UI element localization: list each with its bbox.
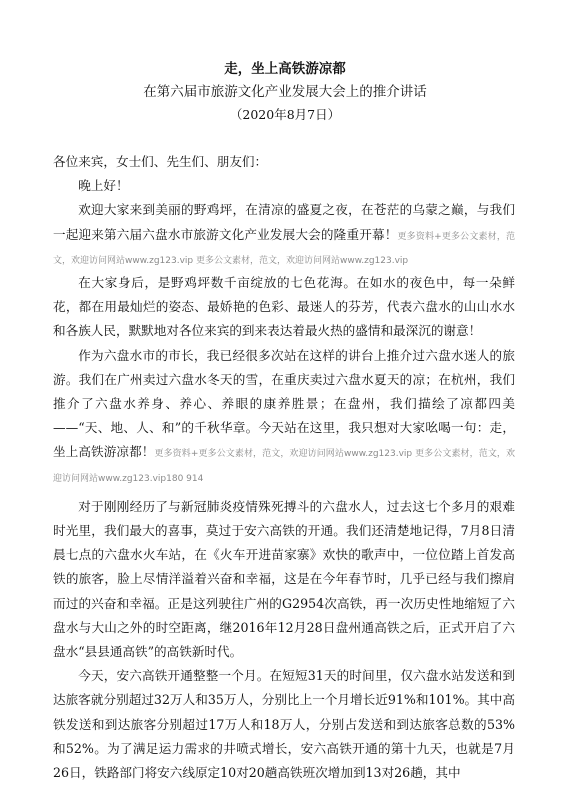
paragraph-promotion bbox=[53, 344, 515, 489]
speech-body bbox=[53, 150, 515, 785]
speech-date: （2020年8月7日） bbox=[229, 107, 341, 122]
watermark-note-2: 更多资料+更多公文素材，范文，欢迎访问网站www.zg123.vip 更多公文素材，范文，欢迎访问网站www.zg123.vip180 914 bbox=[53, 449, 515, 484]
speech-title: 走，坐上高铁游凉都 bbox=[224, 61, 346, 77]
watermark-note-1: 更多资料+更多公文素材，范文，欢迎访问网站www.zg123.vip 更多公文素材，范文，欢迎访问网站www.zg123.vip bbox=[53, 231, 516, 266]
paragraph-high-speed-rail: 对于刚刚经历了与新冠肺炎疫情殊死搏斗的六盘水人，过去这七个多月的艰难时光里，我们最大的喜事，莫过于安六高铁的开通。我们还清楚地记得，7月8日清晨七点的六盘水火车站，在《火车开进苗家寨》欢快的歌声中，一位位踏上首发高铁的旅客，脸上尽情洋溢着兴奋和幸福，这是在今年春节时，几乎已经与我们擦肩而过的兴奋和幸福。正是这列驶往广州的G2954次高铁，再一次历史性地缩短了六盘水与大山之外的时空距离，继2016年12月28日盘州通高铁之后，正式开启了六盘水“县县通高铁”的高铁新时代。 bbox=[53, 498, 515, 660]
greeting: 晚上好！ bbox=[78, 178, 129, 194]
salutation: 各位来宾，女士们、先生们、朋友们： bbox=[53, 154, 268, 169]
paragraph-statistics: 今天，安六高铁开通整整一个月。在短短31天的时间里，仅六盘水站发送和到达旅客就分别超过32万人和35万人，分别比上一个月增长近91%和101%。其中高铁发送和到达旅客分别超过17万人和18万人，分别占发送和到达旅客总数的53%和52%。为了满足运力需求的井喷式增长，安六高铁开通的第十九天，也就是7月26日，铁路部门将安六线原定10对20趟高铁班次增加到13对26趟，其中 bbox=[53, 668, 515, 781]
paragraph-promotion-text: 作为六盘水市的市长，我已经很多次站在这样的讲台上推介过六盘水迷人的旅游。我们在广州卖过六盘水冬天的雪，在重庆卖过六盘水夏天的凉；在杭州，我们推介了六盘水养身、养心、养眼的康养胜景；在盘州，我们描绘了凉都四美——“天、地、人、和”的千秋华章。今天站在这里，我只想对大家吆喝一句：走，坐上高铁游凉都！ bbox=[53, 347, 515, 460]
paragraph-flowers: 在大家身后，是野鸡坪数千亩绽放的七色花海。在如水的夜色中，每一朵鲜花，都在用最灿烂的姿态、最娇艳的色彩、最迷人的芬芳，代表六盘水的山山水水和各族人民，默默地对各位来宾的到来表达着最火热的盛情和最深沉的谢意！ bbox=[53, 275, 515, 339]
speech-subtitle: 在第六届市旅游文化产业发展大会上的推介讲话 bbox=[143, 84, 427, 100]
paragraph-welcome-text: 欢迎大家来到美丽的野鸡坪，在清凉的盛夏之夜，在苍茫的乌蒙之巅，与我们一起迎来第六届六盘水市旅游文化产业发展大会的隆重开幕！ bbox=[53, 202, 515, 242]
paragraph-welcome bbox=[53, 198, 515, 271]
